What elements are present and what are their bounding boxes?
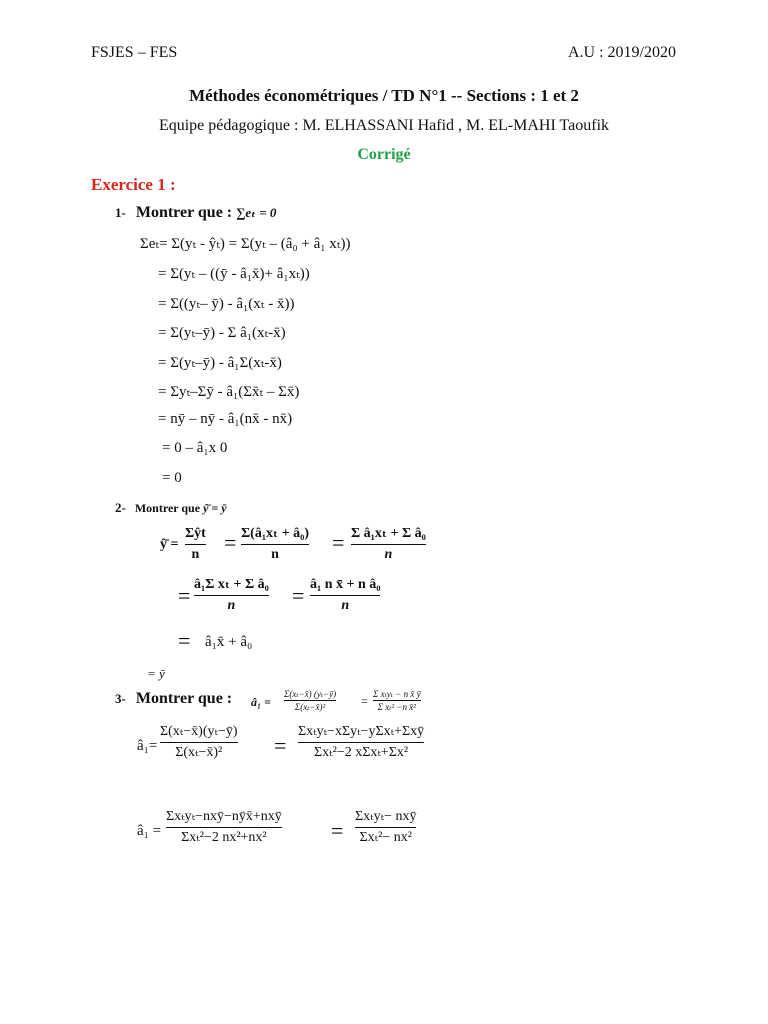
teaching-team: Equipe pédagogique : M. ELHASSANI Hafid , M. EL-MAHI Taoufik: [158, 117, 610, 134]
question-2-text: Montrer que: [134, 501, 201, 515]
equals-sign: =: [178, 628, 191, 653]
q3-row1-lhs: â₁=: [137, 738, 158, 754]
exercise-heading: Exercice 1 :: [91, 175, 176, 194]
question-2-formula: ŷ̄ = ȳ: [203, 501, 227, 515]
q3-row1-f2-numerator: Σxₜyₜ−xΣyₜ−yΣxₜ+Σxȳ: [298, 724, 425, 739]
q2-fraction-1: [185, 526, 206, 563]
equals-sign: =: [332, 530, 345, 555]
equals-sign: =: [292, 583, 305, 608]
question-3-number: 3-: [115, 691, 126, 706]
q3-row1-fraction-1: [160, 724, 238, 761]
q3-formula-fraction-1: [284, 689, 336, 713]
q2-f4-numerator: â₁Σ xₜ + Σ â₀: [194, 577, 269, 592]
q3-row2-lhs: â₁ =: [137, 823, 162, 839]
question-2-number: 2-: [115, 500, 126, 515]
equals-sign: =: [361, 694, 368, 708]
q3-formula-f2-denominator: Σ xₜ² −n x̄²: [377, 702, 416, 713]
q3-formula-f2-numerator: Σ xₜyₜ − n x̄ ȳ: [373, 689, 421, 699]
question-3: [115, 690, 232, 708]
q2-fraction-5: [310, 577, 380, 614]
equals-sign: =: [274, 733, 287, 758]
q1-line-8: = 0 – â₁x 0: [162, 440, 228, 456]
q3-row2-f1-denominator: Σxₜ²−2 nx²+nx²: [181, 830, 267, 846]
q2-f2-numerator: Σ(â₁xₜ + â₀): [241, 526, 310, 541]
document-title: Méthodes économétriques / TD N°1 -- Sections : 1 et 2: [189, 86, 579, 105]
academic-year-label: A.U : 2019/2020: [568, 44, 676, 61]
q3-row2-f2-denominator: Σxₜ²− nx²: [359, 830, 412, 846]
question-1-text: Montrer que :: [135, 204, 233, 221]
corrige-heading: Corrigé: [357, 146, 411, 163]
q2-fraction-4: [194, 577, 269, 614]
q1-line-2: = Σ(yₜ – ((ȳ - â₁x̄)+ â₁xₜ)): [158, 266, 310, 282]
equals-sign: =: [178, 583, 191, 608]
q2-lhs: ŷ̄ =: [160, 537, 179, 552]
q2-f2-denominator: n: [271, 547, 279, 563]
institution-label: FSJES – FES: [91, 44, 178, 61]
q3-row2-fraction-2: [355, 809, 416, 846]
q3-row2-f2-numerator: Σxₜyₜ− nxȳ: [355, 809, 417, 824]
q3-row1-f2-denominator: Σxₜ²−2 xΣxₜ+Σx²: [314, 745, 409, 761]
q2-line-4: = ȳ: [147, 666, 165, 681]
question-1-number: 1-: [115, 205, 126, 220]
q3-row2-fraction-1: [166, 809, 282, 846]
q2-f3-denominator: n: [384, 547, 393, 563]
q1-line-5: = Σ(yₜ–ȳ) - â₁Σ(xₜ-x̄): [158, 355, 282, 371]
q1-line-1: Σeₜ= Σ(yₜ - ŷₜ) = Σ(yₜ – (â₀ + â₁ xₜ)): [140, 236, 351, 252]
q2-f1-numerator: Σŷt: [185, 526, 206, 541]
question-1: [115, 204, 276, 222]
question-2: [115, 500, 227, 516]
q2-f1-denominator: n: [191, 547, 200, 563]
question-3-text: Montrer que :: [135, 690, 233, 707]
equals-sign: =: [224, 530, 237, 555]
q1-line-3: = Σ((yₜ– ȳ) - â₁(xₜ - x̄)): [158, 296, 295, 312]
q3-row1-f1-denominator: Σ(xₜ−x̄)²: [175, 745, 223, 761]
q1-line-4: = Σ(yₜ–ȳ) - Σ â₁(xₜ-x̄): [158, 325, 286, 341]
q1-line-9: = 0: [162, 470, 182, 486]
q2-fraction-3: [351, 526, 426, 563]
q1-line-7: = nȳ – nȳ - â₁(nx̄ - nx̄): [158, 411, 293, 427]
q2-line-3: â₁x̄ + â₀: [205, 634, 253, 650]
q2-f4-denominator: n: [227, 598, 236, 614]
equals-sign: =: [331, 818, 344, 843]
question-1-formula: ∑eₜ = 0: [236, 205, 277, 220]
q2-f5-denominator: n: [341, 598, 350, 614]
q2-f5-numerator: â₁ n x̄ + n â₀: [310, 577, 381, 592]
q3-row2-f1-numerator: Σxₜyₜ−nxȳ−nȳx̄+nxȳ: [166, 809, 282, 824]
q3-formula-f1-numerator: Σ(xₜ−x̄) (yₜ−ȳ): [284, 689, 337, 699]
q1-line-6: = Σyₜ–Σȳ - â₁(Σx̄ₜ – Σx̄): [158, 384, 300, 400]
q2-fraction-2: [241, 526, 309, 563]
q3-formula-f1-denominator: Σ(xₜ−x̄)²: [294, 702, 326, 713]
q3-formula-lhs: â₁ =: [251, 695, 272, 709]
q3-row1-f1-numerator: Σ(xₜ−x̄)(yₜ−ȳ): [160, 724, 238, 739]
q3-formula-fraction-2: [373, 689, 421, 713]
q2-f3-numerator: Σ â₁xₜ + Σ â₀: [351, 526, 426, 541]
q3-row1-fraction-2: [298, 724, 424, 761]
